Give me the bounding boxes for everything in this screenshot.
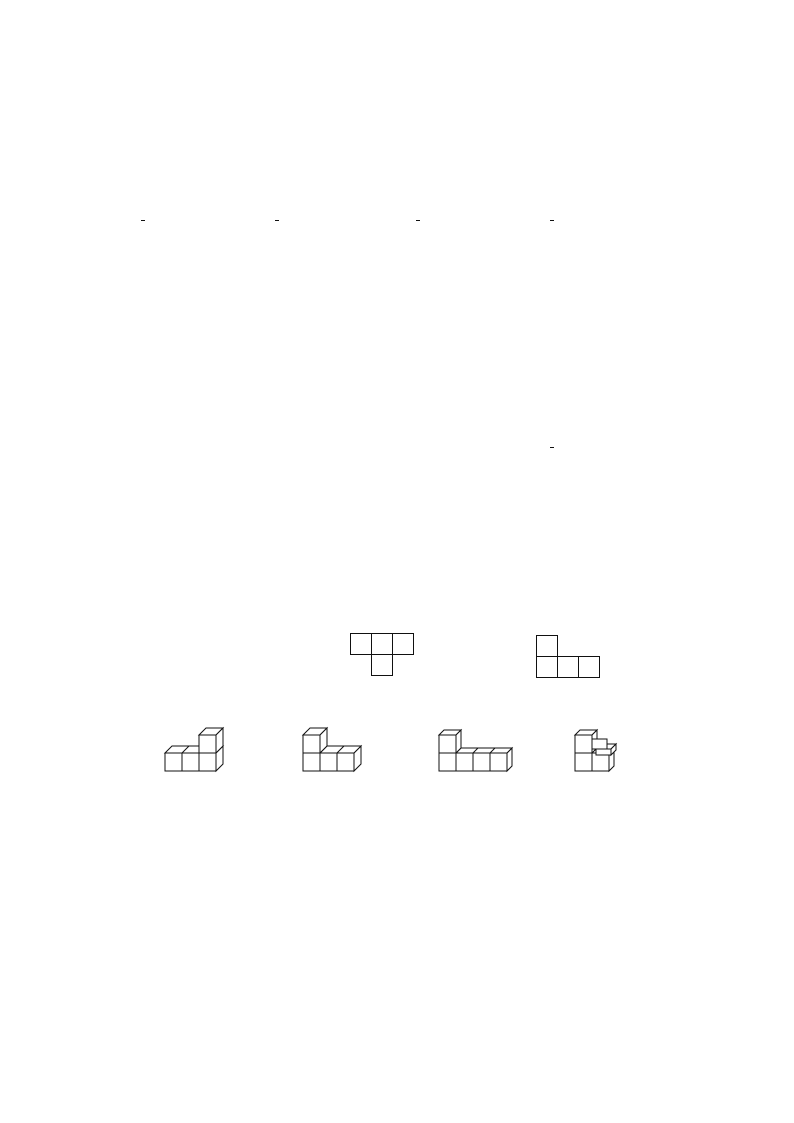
q1-option-a[interactable] — [138, 204, 147, 236]
fraction — [275, 220, 279, 221]
option-c-cube-figure — [434, 726, 514, 774]
fraction — [416, 220, 420, 221]
top-view-figure — [349, 632, 417, 679]
q1-options — [138, 204, 698, 236]
option-d-cube-figure — [570, 726, 638, 774]
option-b-cube-figure — [298, 726, 366, 774]
fraction — [141, 220, 145, 221]
q4-option-d[interactable] — [547, 431, 556, 463]
q3-options — [138, 366, 698, 398]
front-view-figure — [535, 634, 603, 680]
q2-options — [138, 304, 698, 336]
q1-option-b[interactable] — [272, 204, 281, 236]
q5-options — [138, 533, 698, 565]
fraction — [550, 220, 554, 221]
q6-options — [138, 595, 698, 627]
option-a-cube-figure — [160, 726, 228, 774]
q4-options — [138, 431, 698, 463]
q1-option-c[interactable] — [413, 204, 422, 236]
fraction — [550, 447, 554, 448]
q1-option-d[interactable] — [547, 204, 556, 236]
